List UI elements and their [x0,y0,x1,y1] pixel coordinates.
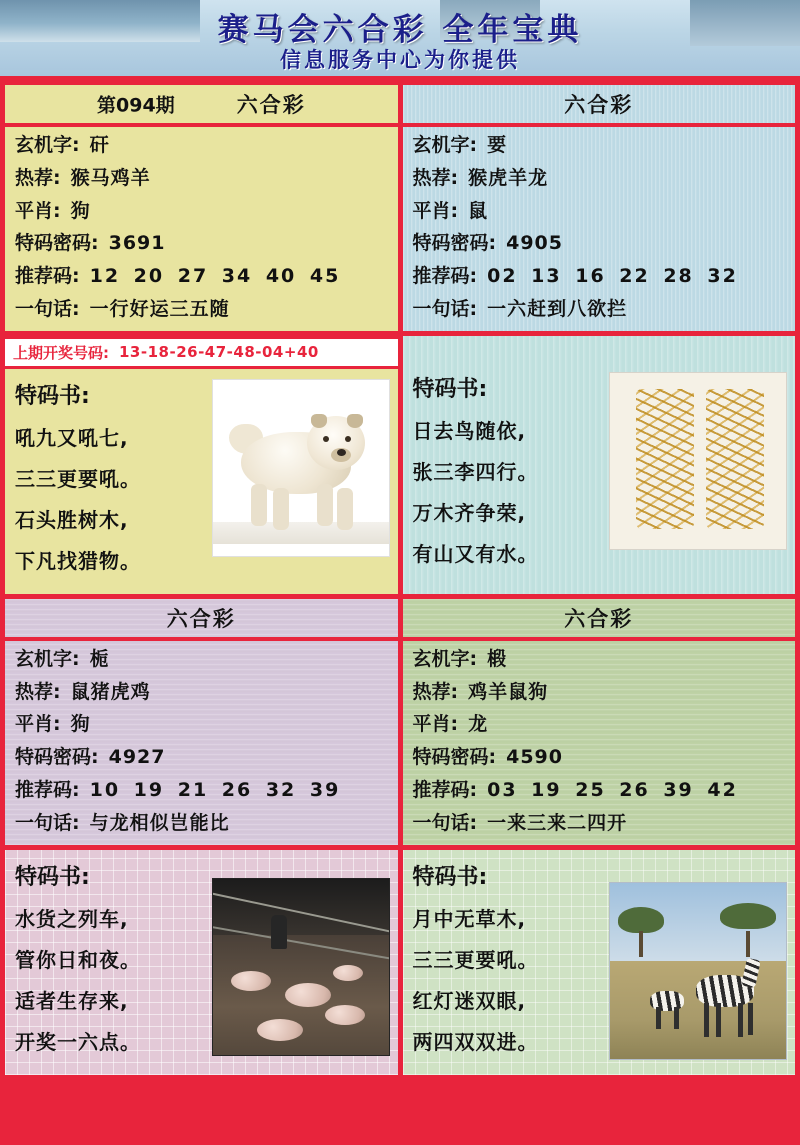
label-tuijianma: 推荐码: [15,265,80,288]
last-draw-numbers: 13-18-26-47-48-04+40 [119,343,319,362]
panel-1-header [5,85,398,127]
value-rejian: 猴虎羊龙 [468,166,549,189]
panel-4-row-pingxiao [413,713,786,736]
poem-panel-1 [5,336,398,594]
poem-2-wrap [403,336,796,587]
panel-4-lottery-title: 六合彩 [564,606,634,631]
label-temashu: 特码书: [412,376,488,402]
poster-header [0,0,800,80]
poem-row-2 [0,845,800,1080]
last-draw-strip [5,336,398,369]
panel-2-row-tuijianma [413,265,786,288]
panel-4-row-xuanjizi [413,648,786,671]
value-tuijianma: 10 19 21 26 32 39 [89,778,341,801]
poem-2-line-4: 有山又有水。 [412,541,539,566]
poem-1-line-2: 三三更要吼。 [15,466,141,491]
poem-4-line-1: 月中无草木, [412,906,527,931]
zebra-leg [674,1007,679,1029]
zebra-photo [609,882,787,1060]
poem-4-line-3: 红灯迷双眼, [412,988,527,1013]
tree [618,907,664,933]
dog-photo [212,379,390,557]
gold-calligraphy-image [609,372,787,550]
panel-2-lottery-title: 六合彩 [564,93,634,117]
panel-2-row-xuanjizi [413,134,786,157]
pig [231,971,271,991]
poem-3-line-1: 水货之列车, [15,906,129,931]
poem-4-text [413,860,610,1067]
poem-3-line-3: 适者生存来, [15,988,129,1013]
panels-row-2 [0,594,800,845]
value-tuijianma: 03 19 25 26 39 42 [487,778,738,801]
poem-2-line-2: 张三李四行。 [412,459,539,484]
panel-2-row-rejian [413,167,786,190]
zebra-leg [738,1003,743,1037]
panel-2-row-temamima [413,232,786,255]
label-temamima: 特码密码: [15,232,99,255]
pig [285,983,331,1007]
dog-eye [323,436,329,442]
value-xuanjizi: 要 [487,134,508,156]
panel-3-lottery-title: 六合彩 [166,606,236,631]
panel-3-rows [5,641,398,845]
zebra-leg [716,1003,721,1037]
panel-3-header [5,599,398,641]
panel-3-row-tuijianma [15,779,388,802]
label-yijuhua: 一句话: [412,811,478,834]
value-temamima: 3691 [108,232,166,255]
panel-2-header [403,85,796,127]
label-xuanjizi: 玄机字: [412,134,478,156]
panel-2 [403,85,796,331]
poem-1-line-1: 吼九又吼七, [15,425,129,450]
tree-trunk [746,931,750,957]
label-yijuhua: 一句话: [412,297,478,320]
pigs-night-photo [212,878,390,1056]
zebra-photo-land [610,961,786,1059]
label-tuijianma: 推荐码: [15,778,80,801]
label-rejian: 热荐: [412,166,459,189]
zebra-leg [656,1007,661,1029]
dog-photo-floor [213,522,389,544]
poem-3-line-2: 管你日和夜。 [15,947,141,972]
dog-leg [317,484,333,526]
panel-3 [5,599,398,845]
label-pingxiao: 平肖: [15,199,61,222]
dog-leg [337,488,353,530]
poem-1-wrap [5,369,398,594]
panel-4-row-rejian [413,681,786,704]
panels-row-1 [0,80,800,331]
label-xuanjizi: 玄机字: [412,647,478,670]
label-pingxiao: 平肖: [412,713,459,736]
pig-photo-sky [213,879,389,939]
tree-trunk [639,931,643,957]
value-temamima: 4590 [506,746,563,769]
poem-1-text [15,379,212,586]
value-pingxiao: 狗 [70,713,91,736]
panel-4-header [403,599,796,641]
poem-2-line-3: 万木齐争荣, [412,500,527,525]
label-temamima: 特码密码: [412,746,497,769]
poem-3-line-4: 开奖一六点。 [15,1029,141,1054]
value-pingxiao: 狗 [70,199,91,222]
panel-4-rows [403,641,796,845]
label-pingxiao: 平肖: [15,713,61,736]
zebra-leg [704,1003,709,1037]
panel-2-row-pingxiao [413,200,786,223]
label-tuijianma: 推荐码: [412,265,478,288]
poem-panel-3 [5,850,398,1075]
dog-leg [273,488,289,530]
panel-4 [403,599,796,845]
gold-glyph [706,389,764,529]
pig [325,1005,365,1025]
dog-ear [347,414,363,428]
poem-3-wrap [5,850,398,1075]
poem-4-wrap [403,850,796,1075]
value-rejian: 鼠猪虎鸡 [70,680,151,703]
dog-nose [337,449,346,456]
panel-3-row-pingxiao [15,713,388,736]
label-pingxiao: 平肖: [412,199,459,222]
value-yijuhua: 一来三来二四开 [487,811,628,834]
label-temamima: 特码密码: [15,746,99,769]
panel-1 [5,85,398,331]
panel-4-row-temamima [413,746,786,769]
pig-photo-person [271,915,287,949]
poem-4-line-4: 两四双双进。 [412,1029,539,1054]
value-yijuhua: 一行好运三五随 [89,297,230,320]
value-xuanjizi: 矸 [89,134,110,156]
value-temamima: 4905 [506,232,563,255]
panel-1-issue: 第094期 [97,94,175,117]
last-draw-label: 上期开奖号码: [13,343,109,362]
value-xuanjizi: 椴 [487,647,508,670]
label-rejian: 热荐: [15,166,61,189]
panel-4-row-tuijianma [413,779,786,802]
value-tuijianma: 02 13 16 22 28 32 [487,265,738,288]
panel-3-row-yijuhua [15,812,388,835]
panel-3-row-xuanjizi [15,648,388,671]
label-rejian: 热荐: [15,680,61,703]
value-pingxiao: 鼠 [468,199,489,222]
poem-3-text [15,860,212,1067]
panel-3-row-rejian [15,681,388,704]
label-xuanjizi: 玄机字: [15,647,80,670]
label-rejian: 热荐: [412,680,459,703]
panel-1-rows [5,127,398,331]
panel-3-row-temamima [15,746,388,769]
pig [333,965,363,981]
value-xuanjizi: 栀 [89,647,110,670]
dog-eye [345,436,351,442]
label-xuanjizi: 玄机字: [15,134,80,156]
poem-panel-4 [403,850,796,1075]
value-temamima: 4927 [108,746,166,769]
label-yijuhua: 一句话: [15,297,80,320]
page-title: 赛马会六合彩 全年宝典 [217,12,583,48]
poem-row-1 [0,331,800,594]
gold-glyph [636,389,694,529]
panel-2-rows [403,127,796,331]
panel-1-row-rejian [15,167,388,190]
value-pingxiao: 龙 [468,713,489,736]
tree [720,903,776,929]
zebra-leg [748,1003,753,1035]
panel-1-lottery-title: 六合彩 [236,93,306,117]
panel-2-row-yijuhua [413,298,786,321]
value-rejian: 猴马鸡羊 [70,166,151,189]
panel-1-row-temamima [15,232,388,255]
label-temashu: 特码书: [412,864,488,890]
value-rejian: 鸡羊鼠狗 [468,680,549,703]
poem-2-text [413,372,610,579]
label-temamima: 特码密码: [412,232,497,255]
poem-4-line-2: 三三更要吼。 [412,947,539,972]
poem-2-line-1: 日去鸟随依, [412,418,527,443]
label-temashu: 特码书: [15,864,90,890]
dog-leg [251,484,267,526]
panel-1-row-pingxiao [15,200,388,223]
poem-1-line-4: 下凡找猎物。 [15,548,141,573]
label-yijuhua: 一句话: [15,811,80,834]
panel-1-row-yijuhua [15,298,388,321]
page-subtitle: 信息服务中心为你提供 [280,48,520,72]
panel-4-row-yijuhua [413,812,786,835]
dog-ear [311,414,327,428]
label-tuijianma: 推荐码: [412,778,478,801]
pig [257,1019,303,1041]
value-yijuhua: 与龙相似岂能比 [89,811,230,834]
poem-panel-2 [403,336,796,594]
panel-1-row-xuanjizi [15,134,388,157]
label-temashu: 特码书: [15,383,90,409]
poem-1-line-3: 石头胜树木, [15,507,129,532]
panel-1-row-tuijianma [15,265,388,288]
value-yijuhua: 一六赶到八欲拦 [487,297,628,320]
value-tuijianma: 12 20 27 34 40 45 [89,265,341,288]
